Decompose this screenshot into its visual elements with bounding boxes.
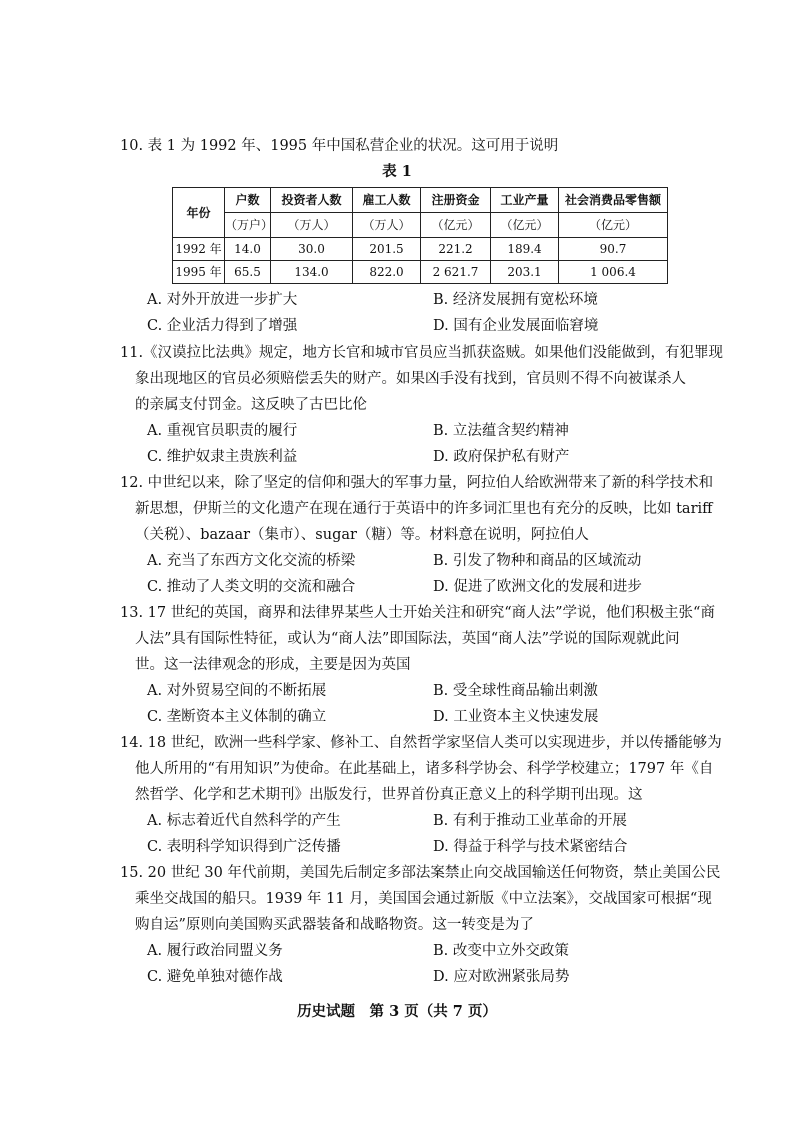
q13-option-b: B. 受全球性商品输出刺激	[433, 683, 598, 699]
q14-line: 14. 18 世纪，欧洲一些科学家、修补工、自然哲学家坚信人类可以实现进步，并以传播能够为	[120, 735, 722, 751]
table-cell: 90.7	[559, 238, 668, 261]
table-cell: 203.1	[491, 261, 559, 284]
table-cell: 201.5	[353, 238, 421, 261]
table-corner-header: 年份	[173, 188, 225, 238]
q14-line: 他人所用的“有用知识”为使命。在此基础上，诸多科学协会、科学学校建立；1797 年《自	[135, 761, 714, 777]
q14-option-c: C. 表明科学知识得到广泛传播	[147, 839, 341, 855]
col-header: 户数	[225, 188, 271, 213]
q11-option-a: A. 重视官员职责的履行	[147, 423, 298, 439]
table-cell: 30.0	[271, 238, 353, 261]
q14-option-b: B. 有利于推动工业革命的开展	[433, 813, 627, 829]
table-cell: 221.2	[421, 238, 491, 261]
q13-option-a: A. 对外贸易空间的不断拓展	[147, 683, 327, 699]
q15-option-c: C. 避免单独对德作战	[147, 969, 283, 985]
table-cell: 189.4	[491, 238, 559, 261]
q13-option-c: C. 垄断资本主义体制的确立	[147, 709, 327, 725]
col-header: 雇工人数	[353, 188, 421, 213]
col-unit: （万户）	[225, 213, 271, 238]
q11-option-c: C. 维护奴隶主贵族利益	[147, 449, 298, 465]
q14-option-d: D. 得益于科学与技术紧密结合	[433, 839, 628, 855]
col-header: 社会消费品零售额	[559, 188, 668, 213]
table-cell: 134.0	[271, 261, 353, 284]
q15-line: 乘坐交战国的船只。1939 年 11 月，美国国会通过新版《中立法案》，交战国家可根据“现	[135, 891, 712, 907]
table-row	[173, 261, 668, 284]
col-unit: （万人）	[353, 213, 421, 238]
table-cell: 1 006.4	[559, 261, 668, 284]
col-unit: （万人）	[271, 213, 353, 238]
table-cell: 65.5	[225, 261, 271, 284]
table-cell: 822.0	[353, 261, 421, 284]
q12-option-c: C. 推动了人类文明的交流和融合	[147, 579, 356, 595]
table-caption: 表 1	[382, 163, 412, 180]
page-footer: 历史试题 第 3 页（共 7 页）	[297, 1003, 497, 1020]
q15-option-d: D. 应对欧洲紧张局势	[433, 969, 570, 985]
q14-line: 然哲学、化学和艺术期刊》出版发行，世界首份真正意义上的科学期刊出现。这	[135, 787, 643, 803]
q11-line: 象出现地区的官员必须赔偿丢失的财产。如果凶手没有找到，官员则不得不向被谋杀人	[135, 371, 686, 387]
q13-line: 世。这一法律观念的形成，主要是因为英国	[135, 657, 411, 673]
col-unit: （亿元）	[421, 213, 491, 238]
q11-option-d: D. 政府保护私有财产	[433, 449, 570, 465]
q15-line: 15. 20 世纪 30 年代前期，美国先后制定多部法案禁止向交战国输送任何物资，禁止美国公民	[120, 865, 721, 881]
q10-option-c: C. 企业活力得到了增强	[147, 318, 298, 334]
q15-line: 购自运”原则向美国购买武器装备和战略物资。这一转变是为了	[135, 917, 534, 933]
q10-option-d: D. 国有企业发展面临窘境	[433, 318, 599, 334]
q13-line: 13. 17 世纪的英国，商界和法律界某些人士开始关注和研究“商人法”学说，他们积极主张“商	[120, 605, 715, 621]
row-year: 1992 年	[173, 238, 225, 261]
col-header: 工业产量	[491, 188, 559, 213]
col-header: 注册资金	[421, 188, 491, 213]
q15-option-b: B. 改变中立外交政策	[433, 943, 569, 959]
table-row	[173, 238, 668, 261]
q13-line: 人法”具有国际性特征，或认为“商人法”即国际法，英国“商人法”学说的国际观就此问	[135, 631, 680, 647]
col-unit: （亿元）	[491, 213, 559, 238]
q12-option-d: D. 促进了欧洲文化的发展和进步	[433, 579, 642, 595]
q10-option-b: B. 经济发展拥有宽松环境	[433, 292, 598, 308]
table-cell: 14.0	[225, 238, 271, 261]
q12-line: 新思想，伊斯兰的文化遗产在现在通行于英语中的许多词汇里也有充分的反映，比如 tariff	[135, 501, 713, 517]
q12-option-a: A. 充当了东西方文化交流的桥梁	[147, 553, 356, 569]
q14-option-a: A. 标志着近代自然科学的产生	[147, 813, 341, 829]
q13-option-d: D. 工业资本主义快速发展	[433, 709, 599, 725]
q10-option-a: A. 对外开放进一步扩大	[147, 292, 298, 308]
q11-line: 11.《汉谟拉比法典》规定，地方长官和城市官员应当抓获盗贼。如果他们没能做到，有犯罪现	[120, 345, 724, 361]
q10-stem: 10. 表 1 为 1992 年、1995 年中国私营企业的状况。这可用于说明	[120, 138, 559, 154]
private-enterprise-table	[172, 187, 668, 284]
table-cell: 2 621.7	[421, 261, 491, 284]
row-year: 1995 年	[173, 261, 225, 284]
q15-option-a: A. 履行政治同盟义务	[147, 943, 283, 959]
q12-line: （关税）、bazaar（集市）、sugar（糖）等。材料意在说明，阿拉伯人	[135, 527, 589, 543]
col-unit: （亿元）	[559, 213, 668, 238]
q12-line: 12. 中世纪以来，除了坚定的信仰和强大的军事力量，阿拉伯人给欧洲带来了新的科学技术和	[120, 475, 714, 491]
q11-option-b: B. 立法蕴含契约精神	[433, 423, 569, 439]
col-header: 投资者人数	[271, 188, 353, 213]
q11-line: 的亲属支付罚金。这反映了古巴比伦	[135, 397, 367, 413]
q12-option-b: B. 引发了物种和商品的区域流动	[433, 553, 642, 569]
